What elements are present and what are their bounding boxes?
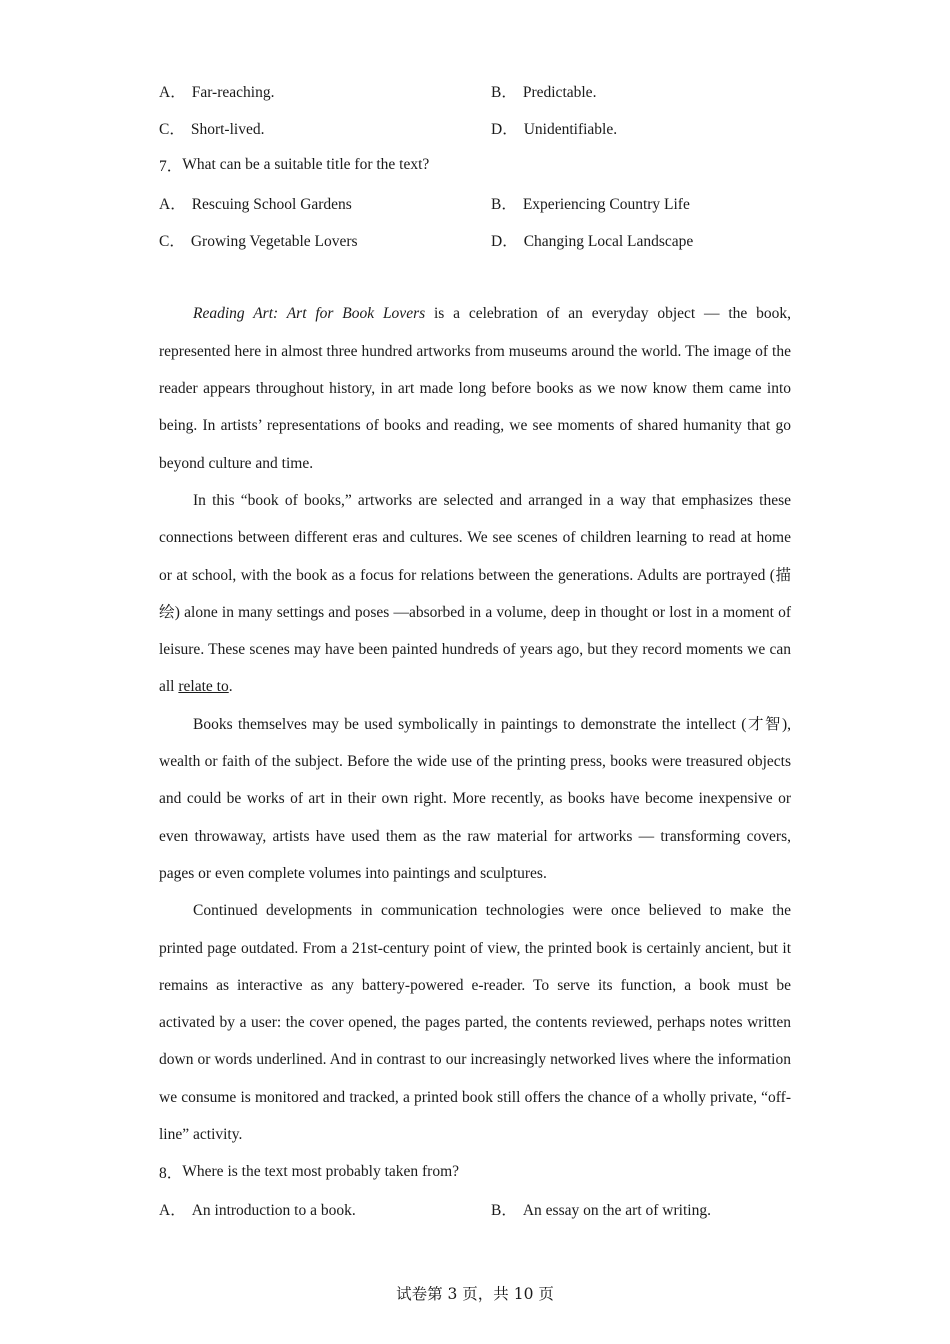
q8-options-row-1 [159, 1191, 791, 1228]
q8-option-a[interactable] [159, 1198, 491, 1220]
paragraph-text: . [228, 678, 233, 696]
paragraph-text: is a celebration of an everyday object — the book, represented here in almost three hundred artworks from museums around the world. The image of the reader appears throughout history, in art made long before books as we now know them came into being. In artists’ representations of books and reading, we see moments of shared humanity that go beyond culture and time. [159, 305, 792, 472]
question-number: 7． [159, 158, 183, 176]
option-letter: C． [159, 120, 185, 138]
option-letter: D． [491, 232, 518, 250]
question-7 [159, 147, 791, 184]
q8-option-b[interactable] [491, 1198, 791, 1220]
option-text: An introduction to a book. [191, 1202, 356, 1220]
paragraph-text: In this “book of books,” artworks are selected and arranged in a way that emphasizes these connections between different eras and cultures. We see scenes of children learning to read at home or at school, with the book as a focus for relations between the generations. Adults are portrayed (描绘) alone in many settings and poses —absorbed in a volume, deep in thought or lost in a moment of leisure. These scenes may have been painted hundreds of years ago, but they record moments we can all [159, 491, 791, 696]
reading-passage [159, 295, 791, 1153]
q6-option-c[interactable] [159, 117, 491, 139]
q6-option-b[interactable] [491, 80, 791, 102]
q6-options-row-2 [159, 109, 791, 146]
option-letter: B． [491, 83, 517, 101]
option-letter: D． [491, 120, 518, 138]
option-text: Unidentifiable. [523, 120, 618, 138]
q6-option-a[interactable] [159, 80, 491, 102]
passage-paragraph-2 [159, 482, 791, 706]
option-letter: B． [491, 1202, 517, 1220]
exam-page [159, 72, 791, 1228]
option-letter: A． [159, 195, 186, 213]
option-text: Rescuing School Gardens [191, 195, 352, 213]
page-footer: 试卷第 3 页，共 10 页 [396, 1285, 554, 1303]
passage-paragraph-3: Books themselves may be used symbolically in paintings to demonstrate the intellect (才智), wealth or faith of the subject. Before the wide use of the printing press, books were treasured objects and could be works of art in their own right. More recently, as books have become inexpensive or even throwaway, artists have used them as the raw material for artworks — transforming covers, pages or even complete volumes into paintings and sculptures. [159, 715, 791, 882]
option-letter: A． [159, 83, 186, 101]
option-letter: A． [159, 1202, 186, 1220]
question-8 [159, 1153, 791, 1190]
q7-option-a[interactable] [159, 192, 491, 214]
q7-option-d[interactable] [491, 229, 791, 251]
option-text: Predictable. [522, 83, 597, 101]
question-text: What can be a suitable title for the text? [182, 156, 430, 174]
q7-option-c[interactable] [159, 229, 491, 251]
q7-options-row-1 [159, 184, 791, 221]
option-letter: C． [159, 232, 185, 250]
book-title: Reading Art: Art for Book Lovers [193, 305, 426, 323]
q6-options-row-1 [159, 72, 791, 109]
passage-paragraph-1 [159, 295, 791, 481]
q7-option-b[interactable] [491, 192, 791, 214]
option-letter: B． [491, 195, 517, 213]
option-text: An essay on the art of writing. [522, 1202, 711, 1220]
question-number: 8． [159, 1164, 183, 1182]
option-text: Far-reaching. [191, 83, 275, 101]
q7-options-row-2 [159, 221, 791, 258]
option-text: Changing Local Landscape [523, 232, 694, 250]
option-text: Experiencing Country Life [522, 195, 690, 213]
option-text: Growing Vegetable Lovers [190, 232, 358, 250]
passage-paragraph-4: Continued developments in communication technologies were once believed to make the printed page outdated. From a 21st-century point of view, the printed book is certainly ancient, but it remains as interactive as any battery-powered e-reader. To serve its function, a book must be activated by a user: the cover opened, the pages parted, the contents reviewed, perhaps notes written down or words underlined. And in contrast to our increasingly networked lives where the information we consume is monitored and tracked, a printed book still offers the chance of a wholly private, “off-line” activity. [159, 902, 791, 1144]
option-text: Short-lived. [190, 120, 265, 138]
q6-option-d[interactable] [491, 117, 791, 139]
question-text: Where is the text most probably taken from? [182, 1162, 460, 1180]
underlined-phrase: relate to [178, 678, 229, 696]
